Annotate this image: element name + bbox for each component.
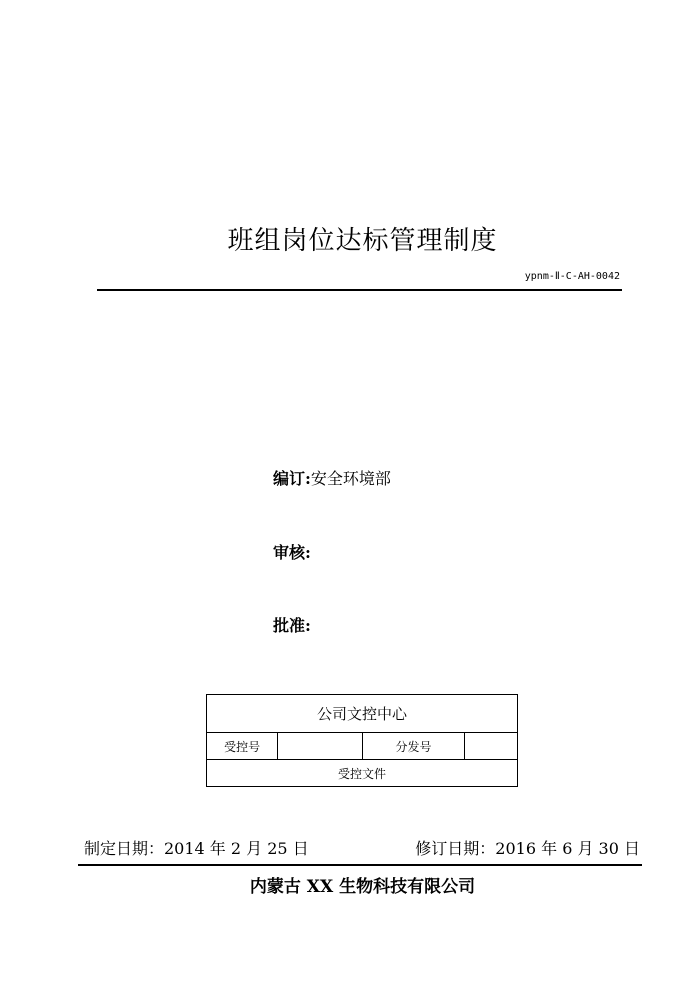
company-name: 内蒙古 XX 生物科技有限公司: [249, 877, 476, 897]
document-code: ypnm-Ⅱ-C-AH-0042: [524, 271, 620, 282]
established-date: 制定日期：2014 年 2 月 25 日: [84, 839, 309, 858]
approve-row: [273, 613, 311, 636]
document-control-table: [206, 694, 518, 787]
compile-label: 编订:: [273, 469, 311, 488]
control-center-header: 公司文控中心: [207, 695, 518, 733]
control-number-label: 受控号: [207, 733, 278, 760]
review-row: [273, 540, 311, 563]
compile-value: 安全环境部: [310, 469, 391, 488]
distribution-number-label: 分发号: [363, 733, 464, 760]
header-divider: [97, 289, 622, 291]
review-label: 审核:: [273, 543, 311, 562]
document-title: 班组岗位达标管理制度: [227, 226, 498, 256]
approve-label: 批准:: [273, 616, 311, 635]
control-number-value: [278, 733, 363, 760]
distribution-number-value: [464, 733, 517, 760]
revised-date: 修订日期：2016 年 6 月 30 日: [415, 839, 640, 858]
controlled-document-label: 受控文件: [207, 760, 518, 787]
footer-divider: [78, 864, 642, 866]
compile-row: [273, 466, 391, 489]
